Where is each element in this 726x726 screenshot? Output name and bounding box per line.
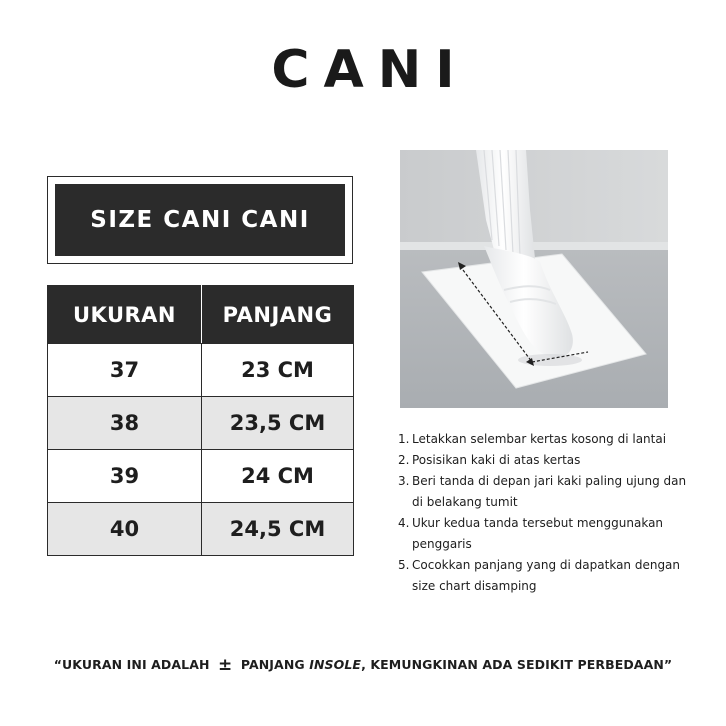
size-chart-title-box [47,176,353,264]
step-text: Beri tanda di depan jari kaki paling ujung dan di belakang tumit [412,474,687,509]
size-cell: 37 [48,344,202,397]
step-number: 2. [398,453,410,467]
header-panjang: PANJANG [202,286,354,344]
length-cell: 24 CM [202,450,354,503]
step-number: 4. [398,516,410,530]
measure-steps-list [398,429,698,597]
table-header-row [48,286,354,344]
size-cell: 40 [48,503,202,556]
table-row [48,397,354,450]
footer-text-2: PANJANG [240,657,305,672]
length-cell: 23,5 CM [202,397,354,450]
table-row [48,503,354,556]
list-item [398,429,698,450]
list-item [398,471,698,513]
step-number: 1. [398,432,410,446]
list-item [398,555,698,597]
footer-italic-insole: INSOLE [309,657,362,672]
step-text: Posisikan kaki di atas kertas [412,453,581,467]
size-table [47,285,354,556]
list-item [398,513,698,555]
step-text: Cocokkan panjang yang di dapatkan dengan size chart disamping [412,558,681,593]
table-row [48,450,354,503]
footer-note [0,654,726,674]
size-cell: 39 [48,450,202,503]
step-number: 3. [398,474,410,488]
plus-minus-icon: ± [218,655,233,675]
footer-text-1: “UKURAN INI ADALAH [53,657,210,672]
step-text: Ukur kedua tanda tersebut menggunakan penggaris [412,516,664,551]
length-cell: 23 CM [202,344,354,397]
length-cell: 24,5 CM [202,503,354,556]
footer-text-3: , KEMUNGKINAN ADA SEDIKIT PERBEDAAN” [361,657,673,672]
header-ukuran: UKURAN [48,286,202,344]
foot-measure-photo [400,150,668,408]
brand-logo: CANI [271,40,469,100]
step-text: Letakkan selembar kertas kosong di lantai [412,432,667,446]
size-cell: 38 [48,397,202,450]
list-item [398,450,698,471]
size-chart-title: SIZE CANI CANI [55,184,345,256]
step-number: 5. [398,558,410,572]
table-row [48,344,354,397]
